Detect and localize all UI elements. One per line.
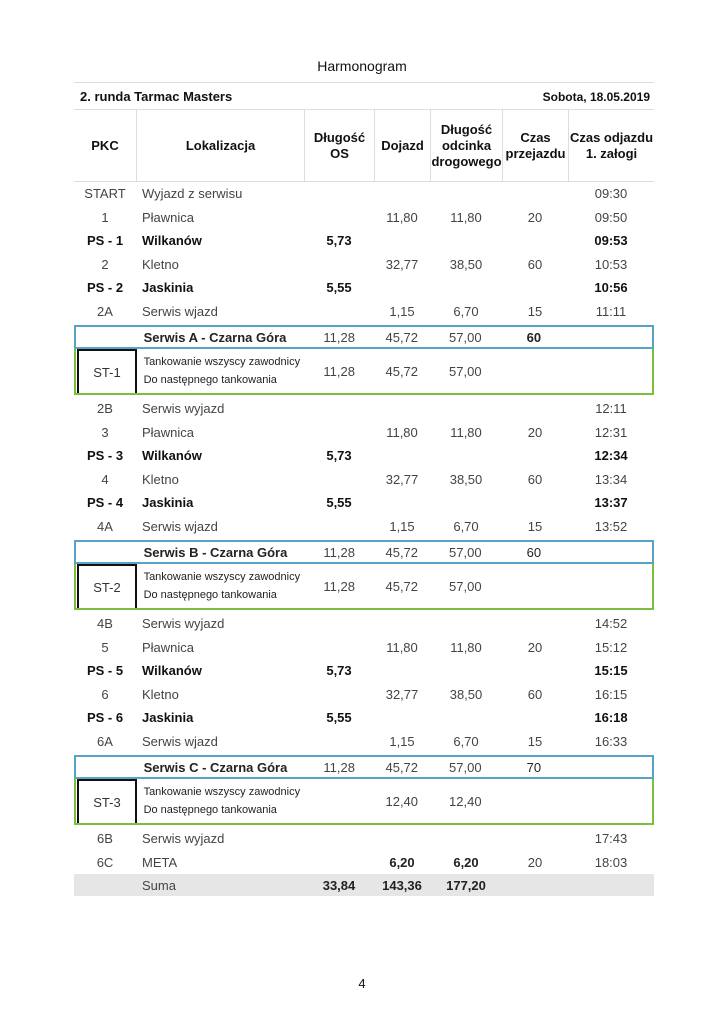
- pkc-cell: 6: [101, 686, 109, 702]
- travel-time-cell: [501, 779, 567, 823]
- pkc-cell: START: [84, 186, 126, 202]
- refuel-row: [74, 349, 654, 395]
- travel-time-cell: 60: [527, 256, 543, 272]
- dojazd-cell: [374, 659, 430, 683]
- table-row: [74, 300, 654, 324]
- departure-time-cell: 12:31: [594, 424, 628, 440]
- road-length-cell: 38,50: [449, 686, 483, 702]
- location-cell: Wilkanów: [142, 663, 202, 679]
- departure-time-cell: [567, 349, 652, 393]
- pkc-cell: 3: [101, 424, 109, 440]
- road-length-cell: [430, 229, 502, 253]
- road-length-cell: [430, 612, 502, 636]
- table-row: [74, 253, 654, 277]
- location-cell: Serwis A - Czarna Góra: [143, 329, 287, 345]
- location-cell: Jaskinia: [142, 280, 194, 296]
- table-row: [74, 730, 654, 754]
- departure-time-cell: 11:11: [595, 303, 627, 319]
- pkc-cell: PS - 2: [86, 280, 124, 296]
- dojazd-cell: 1,15: [389, 303, 415, 319]
- location-cell: Serwis wjazd: [142, 303, 218, 319]
- table-row: [74, 491, 654, 515]
- dojazd-cell: 1,15: [389, 518, 415, 534]
- travel-time-cell: [502, 612, 568, 636]
- service-row: [74, 325, 654, 349]
- road-length-cell: 11,80: [450, 209, 482, 225]
- travel-time-cell: 60: [527, 686, 543, 702]
- dojazd-cell: [374, 276, 430, 300]
- pkc-cell: 2: [101, 256, 109, 272]
- os-length-cell: [304, 397, 374, 421]
- travel-time-cell: [501, 349, 567, 393]
- service-row: [74, 755, 654, 779]
- travel-time-cell: [501, 564, 567, 608]
- refuel-row: [74, 564, 654, 610]
- travel-time-cell: [502, 874, 568, 896]
- pkc-cell: PS - 1: [86, 233, 124, 249]
- location-cell: Serwis C - Czarna Góra: [143, 759, 288, 775]
- dojazd-cell: 45,72: [385, 759, 419, 775]
- refuel-location: [138, 564, 305, 608]
- header-pkc: PKC: [91, 137, 119, 153]
- refuel-location: [138, 349, 305, 393]
- departure-time-cell: 18:03: [594, 854, 628, 870]
- header-czas-przejazdu: Czas przejazdu: [502, 110, 568, 181]
- dojazd-cell: [374, 397, 430, 421]
- road-length-cell: [430, 276, 502, 300]
- os-length-cell: [304, 182, 374, 206]
- table-row: [74, 421, 654, 445]
- departure-time-cell: 12:11: [595, 401, 627, 417]
- location-cell: Serwis wyjazd: [142, 401, 225, 417]
- departure-time-cell: 12:34: [594, 448, 628, 464]
- pkc-cell: [74, 874, 136, 896]
- header-dojazd: Dojazd: [374, 110, 430, 181]
- refuel-stage-box: ST-3: [77, 779, 137, 823]
- road-length-cell: [430, 827, 502, 851]
- table-row: [74, 444, 654, 468]
- dojazd-cell: 45,72: [385, 363, 419, 379]
- location-cell: Serwis wyjazd: [142, 831, 225, 847]
- departure-time-cell: 16:15: [594, 686, 628, 702]
- location-cell: META: [142, 854, 178, 870]
- dojazd-cell: 11,80: [386, 209, 418, 225]
- dojazd-cell: [374, 444, 430, 468]
- road-length-cell: 57,00: [449, 544, 482, 560]
- os-length-cell: 5,73: [326, 448, 352, 464]
- departure-time-cell: 13:52: [594, 518, 628, 534]
- departure-time-cell: 10:56: [594, 280, 628, 296]
- pkc-cell: 2A: [97, 303, 113, 319]
- travel-time-cell: 20: [527, 854, 543, 870]
- travel-time-cell: [502, 229, 568, 253]
- departure-time-cell: [567, 327, 652, 347]
- location-cell: Kletno: [142, 471, 179, 487]
- road-length-cell: 6,70: [453, 518, 479, 534]
- departure-time-cell: 13:37: [594, 495, 628, 511]
- os-length-cell: [304, 253, 374, 277]
- location-cell: Serwis B - Czarna Góra: [143, 544, 288, 560]
- table-row: [74, 612, 654, 636]
- os-length-cell: [304, 612, 374, 636]
- departure-time-cell: [567, 564, 652, 608]
- travel-time-cell: 15: [527, 303, 543, 319]
- pkc-cell: 6C: [96, 854, 114, 870]
- refuel-location: [138, 779, 305, 823]
- departure-time-cell: [567, 757, 652, 777]
- pkc-cell: 4: [101, 471, 109, 487]
- travel-time-cell: 60: [526, 329, 542, 345]
- pkc-cell: 5: [101, 639, 109, 655]
- location-cell: Pławnica: [142, 209, 195, 225]
- table-row: [74, 827, 654, 851]
- schedule-table: [74, 82, 654, 896]
- dojazd-cell: [374, 612, 430, 636]
- departure-time-cell: [568, 874, 654, 896]
- refuel-pkc-cell: [76, 779, 138, 823]
- travel-time-cell: [502, 444, 568, 468]
- travel-time-cell: [502, 827, 568, 851]
- service-row: [74, 540, 654, 564]
- road-length-cell: 38,50: [449, 256, 483, 272]
- departure-time-cell: 09:30: [594, 186, 628, 202]
- os-length-cell: [304, 851, 374, 875]
- dojazd-cell: [374, 229, 430, 253]
- pkc-cell: 4B: [97, 616, 113, 632]
- table-row: [74, 397, 654, 421]
- departure-time-cell: 16:33: [594, 733, 628, 749]
- dojazd-cell: 45,72: [385, 329, 419, 345]
- road-length-cell: 177,20: [446, 877, 486, 893]
- location-cell: Suma: [142, 877, 176, 893]
- pkc-cell: 6A: [97, 733, 113, 749]
- os-length-cell: 5,73: [326, 233, 352, 249]
- location-cell: Serwis wjazd: [142, 518, 218, 534]
- refuel-line-2: Do następnego tankowania: [143, 374, 277, 386]
- page-number: 4: [358, 976, 366, 991]
- departure-time-cell: 10:53: [594, 256, 628, 272]
- table-row: [74, 683, 654, 707]
- os-length-cell: [304, 779, 374, 823]
- departure-time-cell: 15:15: [594, 663, 628, 679]
- pkc-cell: 2B: [97, 401, 113, 417]
- header-dlugosc-os: Długość OS: [304, 110, 374, 181]
- sum-row: [74, 874, 654, 896]
- departure-time-cell: 13:34: [594, 471, 628, 487]
- refuel-line-2: Do następnego tankowania: [143, 589, 277, 601]
- departure-time-cell: 09:53: [594, 233, 628, 249]
- refuel-stage-box: ST-1: [77, 349, 137, 393]
- os-length-cell: [304, 206, 374, 230]
- pkc-cell: PS - 4: [86, 495, 124, 511]
- road-length-cell: 57,00: [449, 578, 482, 594]
- pkc-cell: 4A: [97, 518, 113, 534]
- departure-time-cell: 17:43: [594, 831, 628, 847]
- table-row: [74, 659, 654, 683]
- pkc-cell: 6B: [97, 831, 113, 847]
- refuel-pkc-cell: [76, 564, 138, 608]
- location-cell: Wilkanów: [142, 233, 202, 249]
- departure-time-cell: [567, 542, 652, 562]
- header-lokalizacja: Lokalizacja: [136, 110, 304, 181]
- travel-time-cell: [502, 397, 568, 421]
- dojazd-cell: [374, 182, 430, 206]
- road-length-cell: [430, 706, 502, 730]
- travel-time-cell: [502, 276, 568, 300]
- departure-time-cell: 14:52: [594, 616, 628, 632]
- dojazd-cell: [374, 706, 430, 730]
- road-length-cell: 6,70: [453, 303, 479, 319]
- location-cell: Kletno: [142, 686, 179, 702]
- dojazd-cell: 11,80: [386, 639, 418, 655]
- travel-time-cell: 20: [527, 639, 543, 655]
- travel-time-cell: 15: [527, 733, 543, 749]
- refuel-stage-box: ST-2: [77, 564, 137, 608]
- table-row: [74, 706, 654, 730]
- os-length-cell: [304, 421, 374, 445]
- location-cell: Wilkanów: [142, 448, 202, 464]
- os-length-cell: 33,84: [322, 877, 356, 893]
- travel-time-cell: 70: [526, 759, 542, 775]
- os-length-cell: [304, 636, 374, 660]
- road-length-cell: [430, 397, 502, 421]
- table-row: [74, 182, 654, 206]
- document-title: Harmonogram: [317, 58, 407, 74]
- pkc-cell: [76, 757, 138, 777]
- location-cell: Pławnica: [142, 639, 195, 655]
- dojazd-cell: 32,77: [385, 686, 419, 702]
- road-length-cell: 57,00: [449, 759, 482, 775]
- refuel-row: [74, 779, 654, 825]
- os-length-cell: 11,28: [323, 578, 355, 594]
- dojazd-cell: 6,20: [389, 854, 415, 870]
- refuel-line-1: Tankowanie wszyscy zawodnicy: [143, 786, 301, 798]
- road-length-cell: 6,20: [453, 854, 479, 870]
- table-row: [74, 515, 654, 539]
- pkc-cell: PS - 3: [86, 448, 124, 464]
- location-cell: Pławnica: [142, 424, 195, 440]
- event-title-row: [74, 82, 654, 110]
- table-row: [74, 636, 654, 660]
- os-length-cell: [304, 300, 374, 324]
- location-cell: Serwis wyjazd: [142, 616, 225, 632]
- os-length-cell: 5,55: [326, 710, 352, 726]
- dojazd-cell: 32,77: [385, 471, 419, 487]
- road-length-cell: [430, 491, 502, 515]
- dojazd-cell: 11,80: [386, 424, 418, 440]
- event-title: 2. runda Tarmac Masters: [80, 89, 233, 104]
- road-length-cell: 57,00: [449, 363, 482, 379]
- os-length-cell: [304, 683, 374, 707]
- location-cell: Kletno: [142, 256, 179, 272]
- header-czas-odjazdu: Czas odjazdu 1. załogi: [568, 110, 654, 181]
- travel-time-cell: [502, 182, 568, 206]
- road-length-cell: 38,50: [449, 471, 483, 487]
- travel-time-cell: 15: [527, 518, 543, 534]
- table-row: [74, 206, 654, 230]
- header-row: [74, 110, 654, 182]
- location-cell: Wyjazd z serwisu: [142, 186, 243, 202]
- departure-time-cell: 09:50: [594, 209, 628, 225]
- travel-time-cell: 20: [527, 424, 543, 440]
- pkc-cell: [76, 327, 138, 347]
- table-row: [74, 851, 654, 875]
- table-row: [74, 276, 654, 300]
- dojazd-cell: [374, 491, 430, 515]
- os-length-cell: 11,28: [323, 759, 355, 775]
- refuel-line-2: Do następnego tankowania: [143, 804, 277, 816]
- dojazd-cell: [374, 827, 430, 851]
- travel-time-cell: 60: [526, 544, 542, 560]
- road-length-cell: [430, 444, 502, 468]
- os-length-cell: [304, 515, 374, 539]
- event-date: Sobota, 18.05.2019: [542, 90, 650, 104]
- os-length-cell: 5,73: [326, 663, 352, 679]
- os-length-cell: [304, 827, 374, 851]
- table-body: [74, 182, 654, 896]
- pkc-cell: PS - 6: [86, 710, 124, 726]
- road-length-cell: 6,70: [453, 733, 479, 749]
- pkc-cell: PS - 5: [86, 663, 124, 679]
- refuel-line-1: Tankowanie wszyscy zawodnicy: [143, 356, 301, 368]
- os-length-cell: 11,28: [323, 544, 355, 560]
- travel-time-cell: 20: [527, 209, 543, 225]
- os-length-cell: [304, 730, 374, 754]
- road-length-cell: 11,80: [450, 424, 482, 440]
- departure-time-cell: 16:18: [594, 710, 628, 726]
- travel-time-cell: [502, 491, 568, 515]
- road-length-cell: 11,80: [450, 639, 482, 655]
- dojazd-cell: 12,40: [385, 793, 419, 809]
- travel-time-cell: 60: [527, 471, 543, 487]
- os-length-cell: 11,28: [323, 329, 355, 345]
- location-cell: Jaskinia: [142, 495, 194, 511]
- road-length-cell: [430, 182, 502, 206]
- os-length-cell: 5,55: [326, 280, 352, 296]
- pkc-cell: [76, 542, 138, 562]
- travel-time-cell: [502, 659, 568, 683]
- travel-time-cell: [502, 706, 568, 730]
- refuel-line-1: Tankowanie wszyscy zawodnicy: [143, 571, 301, 583]
- road-length-cell: 57,00: [449, 329, 482, 345]
- table-row: [74, 468, 654, 492]
- table-row: [74, 229, 654, 253]
- os-length-cell: [304, 468, 374, 492]
- os-length-cell: 11,28: [323, 363, 355, 379]
- departure-time-cell: [567, 779, 652, 823]
- pkc-cell: 1: [101, 209, 109, 225]
- departure-time-cell: 15:12: [594, 639, 628, 655]
- dojazd-cell: 32,77: [385, 256, 419, 272]
- header-dlugosc-odcinka: Długość odcinka drogowego: [430, 110, 502, 181]
- road-length-cell: [430, 659, 502, 683]
- dojazd-cell: 143,36: [382, 877, 422, 893]
- location-cell: Jaskinia: [142, 710, 194, 726]
- dojazd-cell: 45,72: [385, 544, 419, 560]
- refuel-pkc-cell: [76, 349, 138, 393]
- os-length-cell: 5,55: [326, 495, 352, 511]
- road-length-cell: 12,40: [449, 793, 482, 809]
- location-cell: Serwis wjazd: [142, 733, 218, 749]
- dojazd-cell: 1,15: [389, 733, 415, 749]
- dojazd-cell: 45,72: [385, 578, 419, 594]
